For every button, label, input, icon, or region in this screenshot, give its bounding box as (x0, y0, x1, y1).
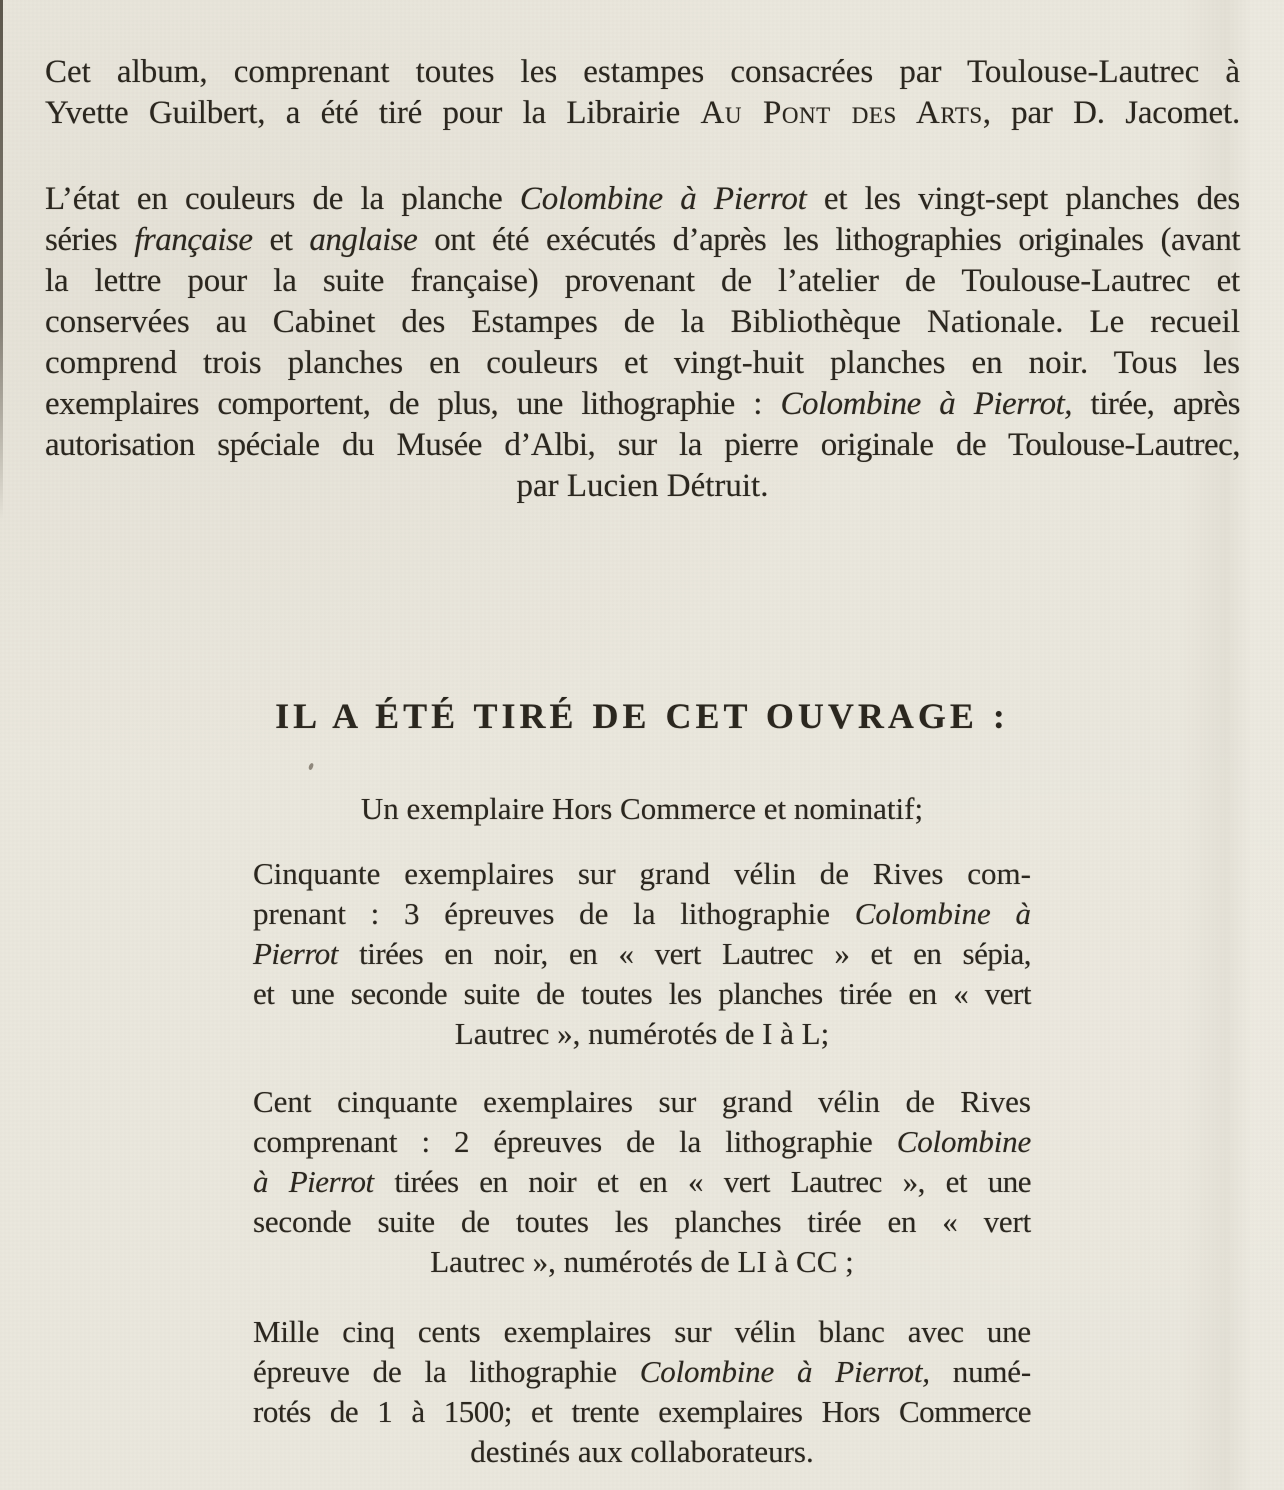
text-run: et les vingt-sept planches des (806, 181, 1240, 217)
text-line (45, 302, 1240, 343)
italic-run: Colombine à Pierrot, (639, 1354, 930, 1389)
edition-cent-cinquante (253, 1082, 1031, 1282)
text-run: exemplaires comportent, de plus, une lithographie : (45, 386, 781, 422)
text-run: Lautrec », numérotés de LI à CC ; (430, 1244, 854, 1279)
scan-edge-shadow (0, 0, 3, 520)
text-line (45, 466, 1240, 507)
text-run: conservées au Cabinet des Estampes de la Bibliothèque Nationale. Le recueil (45, 304, 1240, 340)
text-line (253, 1242, 1031, 1282)
text-line (253, 1082, 1031, 1122)
text-run: Cinquante exemplaires sur grand vélin de Rives com- (253, 856, 1031, 891)
text-line (253, 1352, 1031, 1392)
italic-run: à Pierrot (253, 1164, 374, 1199)
text-line (253, 1392, 1031, 1432)
italic-run: Colombine (896, 1124, 1031, 1159)
text-run: Yvette Guilbert, a été tiré pour la Librairie (45, 95, 701, 131)
text-run: L’état en couleurs de la planche (45, 181, 520, 217)
text-run: , par D. Jacomet. (982, 95, 1240, 131)
text-run: la lettre pour la suite française) provenant de l’atelier de Toulouse-Lautrec et (45, 263, 1240, 299)
text-run: séries (45, 222, 135, 258)
italic-run: Colombine à Pierrot (519, 181, 807, 217)
text-run: prenant : 3 épreuves de la lithographie (253, 896, 855, 931)
text-line (45, 425, 1240, 466)
edition-hors-commerce (253, 789, 1031, 829)
intro-paragraph (45, 52, 1240, 134)
text-run: comprend trois planches en couleurs et vingt-huit planches en noir. Tous les (45, 345, 1240, 381)
text-run: comprenant : 2 épreuves de la lithographie (253, 1124, 897, 1159)
text-line (253, 974, 1031, 1014)
text-line (253, 934, 1031, 974)
text-run: Cet album, comprenant toutes les estampes consacrées par Toulouse-Lautrec à (45, 54, 1240, 90)
text-run: destinés aux collaborateurs. (470, 1434, 814, 1469)
text-run: ont été exécutés d’après les lithographies originales (avant (417, 222, 1240, 258)
text-line (45, 343, 1240, 384)
text-line (253, 1202, 1031, 1242)
limitation-heading: IL A ÉTÉ TIRÉ DE CET OUVRAGE : (275, 696, 1009, 736)
text-run: Un exemplaire Hors Commerce et nominatif; (360, 791, 924, 826)
italic-run: Colombine à (854, 896, 1031, 931)
text-run: Lautrec », numérotés de I à L; (454, 1016, 830, 1051)
text-line (253, 1122, 1031, 1162)
text-run: par Lucien Détruit. (516, 468, 769, 504)
text-line (253, 1432, 1031, 1472)
text-run: numé- (929, 1354, 1031, 1389)
text-run: rotés de 1 à 1500; et trente exemplaires Hors Commerce (253, 1394, 1031, 1429)
italic-run: anglaise (309, 222, 418, 258)
edition-mille-cinq-cents (253, 1312, 1031, 1472)
text-line (253, 1014, 1031, 1054)
edition-cinquante (253, 854, 1031, 1054)
text-line (253, 1162, 1031, 1202)
text-line (45, 93, 1240, 134)
text-run: Cent cinquante exemplaires sur grand vélin de Rives (253, 1084, 1031, 1119)
text-run: seconde suite de toutes les planches tirée en « vert (253, 1204, 1031, 1239)
text-line (45, 179, 1240, 220)
italic-run: Pierrot (253, 936, 338, 971)
smallcaps-run: Au Pont des Arts (700, 95, 983, 131)
text-run: autorisation spéciale du Musée d’Albi, sur la pierre originale de Toulouse-Lautrec, (45, 427, 1240, 463)
text-line (45, 384, 1240, 425)
text-run: tirées en noir et en « vert Lautrec », et une (373, 1164, 1031, 1199)
text-line (253, 854, 1031, 894)
text-run: tirées en noir, en « vert Lautrec » et en sépia, (337, 936, 1031, 971)
text-run: épreuve de la lithographie (253, 1354, 640, 1389)
text-line (253, 894, 1031, 934)
paper-speck (308, 763, 314, 771)
text-line (45, 220, 1240, 261)
text-run: et (252, 222, 310, 258)
text-run: tirée, après (1072, 386, 1240, 422)
text-line (253, 1312, 1031, 1352)
text-line (45, 261, 1240, 302)
text-line (253, 789, 1031, 829)
italic-run: Colombine à Pierrot, (780, 386, 1073, 422)
text-run: Mille cinq cents exemplaires sur vélin blanc avec une (253, 1314, 1031, 1349)
italic-run: française (134, 222, 253, 258)
text-run: et une seconde suite de toutes les planches tirée en « vert (253, 976, 1031, 1011)
text-line (45, 52, 1240, 93)
description-paragraph (45, 179, 1240, 507)
